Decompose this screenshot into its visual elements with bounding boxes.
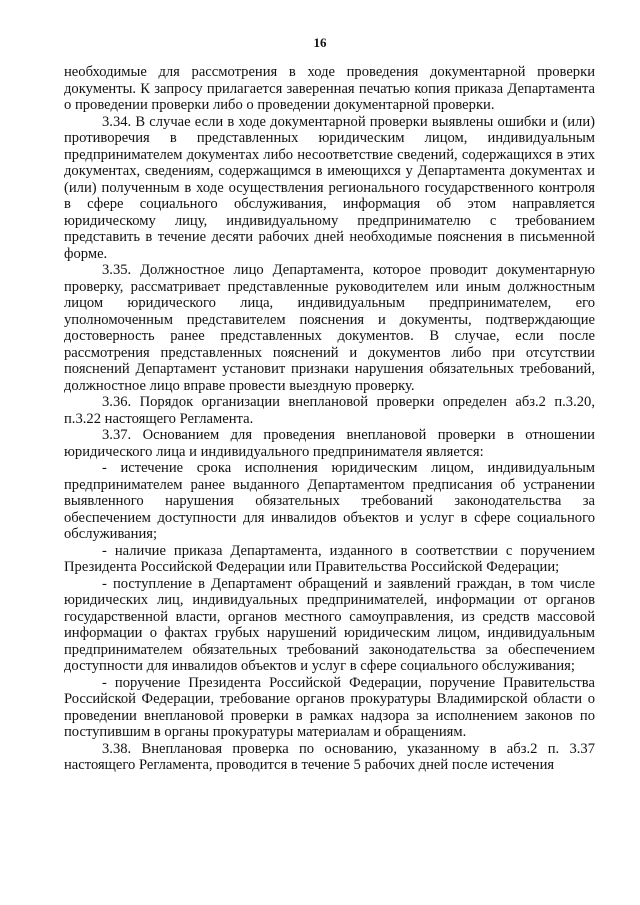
list-item-instruction: - поручение Президента Российской Федерации, поручение Правительства Российской Федерации, требование органов прокуратуры Владимирской области о проведении внеплановой проверки в рамках надзора за исполнением законов по поступившим в органы прокуратуры материалам и обращениям.	[64, 674, 595, 740]
list-item-complaints: - поступление в Департамент обращений и заявлений граждан, в том числе юридических лиц, индивидуальных предпринимателей, информации от органов государственной власти, органов местного самоуправления, из средств массовой информации о фактах грубых нарушений юридическим лицом, индивидуальным предпринимателем обязательных требований законодательства за обеспечением доступности для инвалидов объектов и услуг в сфере социального обслуживания;	[64, 575, 595, 674]
page-number: 16	[313, 35, 327, 50]
paragraph-3-36: 3.36. Порядок организации внеплановой проверки определен абз.2 п.3.20, п.3.22 настоящего Регламента.	[64, 394, 595, 427]
paragraph-3-37: 3.37. Основанием для проведения внеплановой проверки в отношении юридического лица и индивидуального предпринимателя является:	[64, 427, 595, 460]
list-item-deadline: - истечение срока исполнения юридическим лицом, индивидуальным предпринимателем ранее выданного Департаментом предписания об устранении выявленного нарушения обязательных требований законодательства за обеспечением доступности для инвалидов объектов и услуг в сфере социального обслуживания;	[64, 460, 595, 542]
paragraph-3-34: 3.34. В случае если в ходе документарной проверки выявлены ошибки и (или) противоречия в представленных юридическим лицом, индивидуальным предпринимателем документах либо несоответствие сведений, содержащихся в этих документах, сведениям, содержащимся в имеющихся у Департамента документах и (или) полученным в ходе осуществления регионального государственного контроля в сфере социального обслуживания, информация об этом направляется юридическому лицу, индивидуальному предпринимателю с требованием представить в течение десяти рабочих дней необходимые пояснения в письменной форме.	[64, 113, 595, 262]
paragraph-3-35: 3.35. Должностное лицо Департамента, которое проводит документарную проверку, рассматривает представленные руководителем или иным должностным лицом юридического лица, индивидуальным предпринимателем, его уполномоченным представителем пояснения и документы, подтверждающие достоверность ранее представленных документов. В случае, если после рассмотрения представленных пояснений и документов либо при отсутствии пояснений Департамент установит признаки нарушения обязательных требований, должностное лицо вправе провести выездную проверку.	[64, 262, 595, 394]
paragraph-3-38: 3.38. Внеплановая проверка по основанию, указанному в абз.2 п. 3.37 настоящего Регламента, проводится в течение 5 рабочих дней после истечения	[64, 740, 595, 773]
paragraph-continuation: необходимые для рассмотрения в ходе проведения документарной проверки документы. К запросу прилагается заверенная печатью копия приказа Департамента о проведении проверки либо о проведении документарной проверки.	[64, 64, 595, 113]
list-item-order: - наличие приказа Департамента, изданного в соответствии с поручением Президента Российской Федерации или Правительства Российской Федерации;	[64, 542, 595, 575]
document-body	[64, 64, 595, 774]
